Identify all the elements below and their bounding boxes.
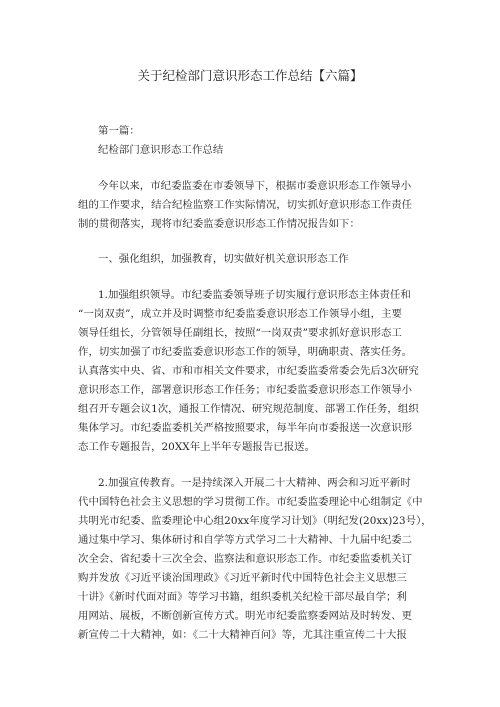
heading-line: 一、强化组织，加强教育，切实做好机关意识形态工作 bbox=[98, 253, 349, 265]
paragraph-line: 2.加强宣传教育。一是持续深入开展二十大精神、两会和习近平新时 bbox=[98, 477, 411, 489]
paragraph-line: 意识形态工作，部署意识形态工作任务；市纪委监委意识形态工作领导小 bbox=[78, 384, 413, 396]
section-title: 纪检部门意识形态工作总结 bbox=[98, 144, 224, 156]
section-label: 第一篇： bbox=[98, 125, 140, 137]
paragraph-line: 今年以来，市纪委监委在市委领导下，根据市委意识形态工作领导小 bbox=[98, 180, 412, 192]
paragraph-line: 作，切实加强了市纪委监委意识形态工作的领导，明确职责、落实任务。 bbox=[78, 346, 413, 358]
paragraph-line: 通过集中学习、集体研讨和自学等方式学习二十大精神、十九届中纪委二 bbox=[78, 534, 413, 546]
paragraph-line: 领导任组长，分管领导任副组长，按照“一岗双责”要求抓好意识形态工 bbox=[78, 327, 402, 339]
paragraph-line: 次全会、省纪委十三次全会、监察法和意识形态工作。市纪委监委机关订 bbox=[78, 553, 413, 565]
paragraph-line: 代中国特色社会主义思想的学习贯彻工作。市纪委监委理论中心组制定《中 bbox=[78, 496, 423, 508]
paragraph-line: 制的贯彻落实，现将市纪委监委意识形态工作情况报告如下： bbox=[78, 218, 360, 230]
paragraph-line: 组的工作要求，结合纪检监察工作实际情况，切实抓好意识形态工作责任 bbox=[78, 199, 413, 211]
paragraph-line: 集体学习。市纪委监委机关严格按照要求，每半年向市委报送一次意识形 bbox=[78, 422, 413, 434]
paragraph-line: “一岗双责”，成立并及时调整市纪委监委意识形态工作领导小组，主要 bbox=[78, 308, 402, 320]
paragraph-line: 十讲》《新时代面对面》等学习书籍，组织委机关纪检干部尽最自学；利 bbox=[78, 591, 407, 603]
paragraph-line: 购并发放《习近平谈治国理政》《习近平新时代中国特色社会主义思想三 bbox=[78, 572, 407, 584]
document-title: 关于纪检部门意识形态工作总结【六篇】 bbox=[137, 68, 363, 83]
paragraph-line: 新宣传二十大精神，如：《二十大精神百问》等，尤其注重宣传二十大报 bbox=[78, 629, 407, 641]
paragraph-line: 认真落实中央、省、市和市相关文件要求，市纪委监委常委会先后3次研究 bbox=[78, 365, 419, 377]
paragraph-line: 1.加强组织领导。市纪委监委领导班子切实履行意识形态主体责任和 bbox=[98, 289, 411, 301]
paragraph-line: 组召开专题会议1次，通报工作情况、研究规范制度、部署工作任务，组织 bbox=[78, 403, 419, 415]
paragraph-line: 用网站、展板，不断创新宣传方式。明光市纪委监察委网站及时转发、更 bbox=[78, 610, 413, 622]
paragraph-line: 共明光市纪委、监委理论中心组20xx年度学习计划》（明纪发(20xx)23号）， bbox=[78, 515, 432, 527]
paragraph-line: 态工作专题报告，20XX年上半年专题报告已报送。 bbox=[78, 441, 316, 453]
